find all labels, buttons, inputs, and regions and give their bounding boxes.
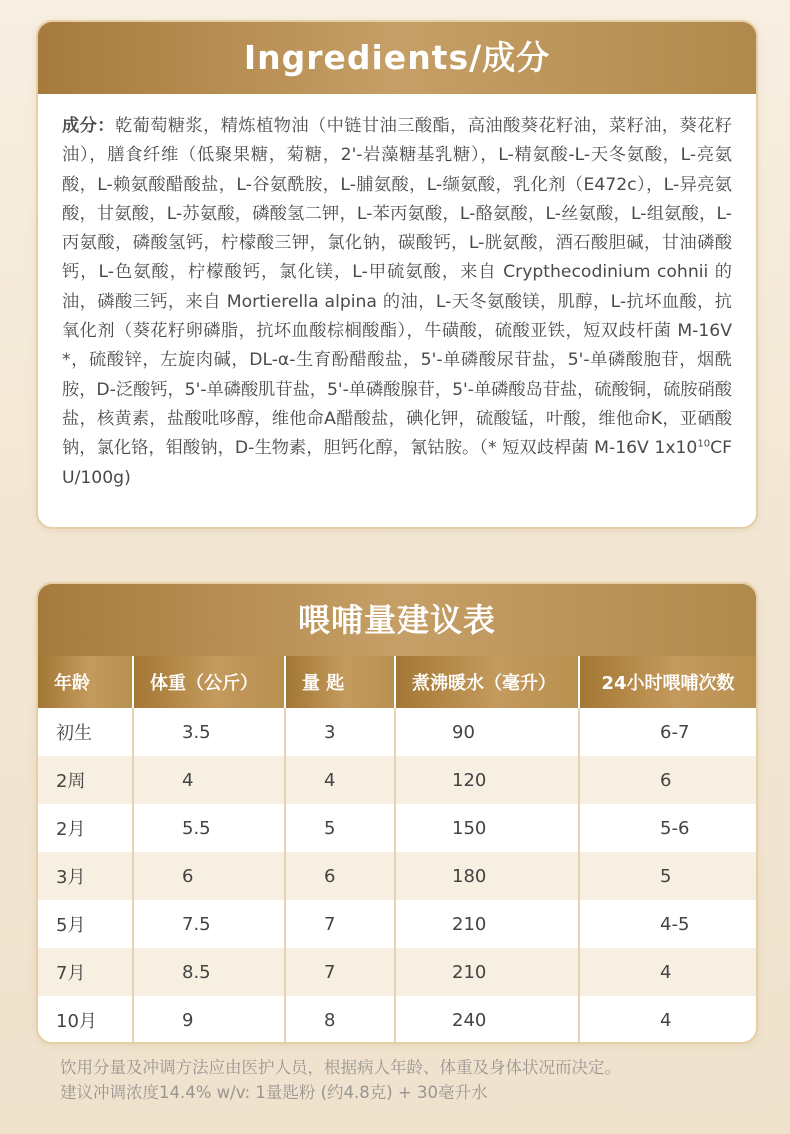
header-age: 年龄 <box>38 656 133 708</box>
cell-scoops: 7 <box>285 948 395 996</box>
footnote-concentration: 建议冲调浓度14.4% w/v: 1量匙粉 (约4.8克) + 30毫升水 <box>60 1083 488 1102</box>
feeding-header-row <box>38 656 756 708</box>
ingredients-card <box>36 20 758 529</box>
cell-water: 210 <box>395 900 579 948</box>
ingredients-lead: 成分： <box>62 116 115 136</box>
cell-feeds: 5 <box>579 852 756 900</box>
ingredients-exponent: 10 <box>697 438 711 450</box>
ingredients-list: 乾葡萄糖浆，精炼植物油（中链甘油三酸酯，高油酸葵花籽油，菜籽油，葵花籽油），膳食纤维（低聚果糖，菊糖，2'-岩藻糖基乳糖），L-精氨酸-L-天冬氨酸，L-亮氨酸，L-赖氨酸醋酸盐，L-谷氨酰胺，L-脯氨酸，L-缬氨酸，乳化剂（E472c），L-异亮氨酸，甘氨酸，L-苏氨酸，磷酸氢二钾，L-苯丙氨酸，L-酪氨酸，L-丝氨酸，L-组氨酸，L-丙氨酸，磷酸氢钙，柠檬酸三钾，氯化钠，碳酸钙，L-胱氨酸，酒石酸胆碱，甘油磷酸钙，L-色氨酸，柠檬酸钙，氯化镁，L-甲硫氨酸，来自 Crypthecodinium cohnii 的油，磷酸三钙，来自 Mortierella alpina 的油，L-天冬氨酸镁，肌醇，L-抗坏血酸，抗氧化剂（葵花籽卵磷脂，抗坏血酸棕榈酸酯），牛磺酸，硫酸亚铁，短双歧杆菌 M-16V*，硫酸锌，左旋肉碱，DL-α-生育酚醋酸盐，5'-单磷酸尿苷盐，5'-单磷酸胞苷，烟酰胺，D-泛酸钙，5'-单磷酸肌苷盐，5'-单磷酸腺苷，5'-单磷酸岛苷盐，硫酸铜，硫胺硝酸盐，核黄素，盐酸吡哆醇，维他命A醋酸盐，碘化钾，硫酸锰，叶酸，维他命K，亚硒酸钠，氯化铬，钼酸钠，D-生物素，胆钙化醇，氰钴胺。（* 短双歧桿菌 M-16V 1x10 <box>62 116 732 459</box>
ingredients-title: Ingredients/成分 <box>38 22 756 94</box>
header-feeds: 24小时喂哺次数 <box>579 656 756 708</box>
cell-scoops: 3 <box>285 708 395 756</box>
table-row <box>38 996 756 1044</box>
header-weight: 体重（公斤） <box>133 656 285 708</box>
feeding-card <box>36 582 758 1044</box>
cell-water: 210 <box>395 948 579 996</box>
cell-water: 90 <box>395 708 579 756</box>
table-row <box>38 756 756 804</box>
table-row <box>38 852 756 900</box>
header-scoops: 量 匙 <box>285 656 395 708</box>
cell-age: 2月 <box>38 804 133 852</box>
cell-weight: 7.5 <box>133 900 285 948</box>
table-row <box>38 900 756 948</box>
cell-scoops: 6 <box>285 852 395 900</box>
cell-feeds: 5-6 <box>660 817 690 839</box>
cell-weight: 6 <box>133 852 285 900</box>
table-row <box>38 804 756 852</box>
cell-feeds: 4 <box>579 948 756 996</box>
table-row <box>38 948 756 996</box>
cell-feeds: 6 <box>579 756 756 804</box>
ingredients-unit: CFU/100g) <box>62 438 732 488</box>
cell-weight: 8.5 <box>133 948 285 996</box>
cell-age: 5月 <box>38 900 133 948</box>
cell-feeds: 4 <box>660 1009 672 1031</box>
header-water: 煮沸暖水（毫升） <box>395 656 579 708</box>
cell-water: 180 <box>395 852 579 900</box>
cell-water: 240 <box>395 996 579 1044</box>
cell-age: 初生 <box>38 708 133 756</box>
footnote-dosage: 饮用分量及冲调方法应由医护人员，根据病人年龄、体重及身体状况而决定。 <box>60 1058 621 1077</box>
cell-age: 2周 <box>38 756 133 804</box>
cell-age: 10月 <box>38 996 133 1044</box>
cell-feeds: 4-5 <box>660 913 690 935</box>
cell-weight: 9 <box>133 996 285 1044</box>
cell-weight: 4 <box>133 756 285 804</box>
table-row <box>38 708 756 756</box>
cell-scoops: 5 <box>285 804 395 852</box>
cell-feeds: 6-7 <box>660 721 690 743</box>
cell-water: 150 <box>395 804 579 852</box>
cell-water: 120 <box>395 756 579 804</box>
cell-scoops: 8 <box>285 996 395 1044</box>
ingredients-text <box>38 94 756 493</box>
cell-scoops: 4 <box>285 756 395 804</box>
cell-scoops: 7 <box>285 900 395 948</box>
cell-weight: 3.5 <box>133 708 285 756</box>
footnotes <box>60 1055 760 1105</box>
cell-weight: 5.5 <box>133 804 285 852</box>
cell-age: 7月 <box>38 948 133 996</box>
feeding-table <box>38 656 756 1044</box>
cell-age: 3月 <box>38 852 133 900</box>
feeding-title: 喂哺量建议表 <box>38 584 756 656</box>
